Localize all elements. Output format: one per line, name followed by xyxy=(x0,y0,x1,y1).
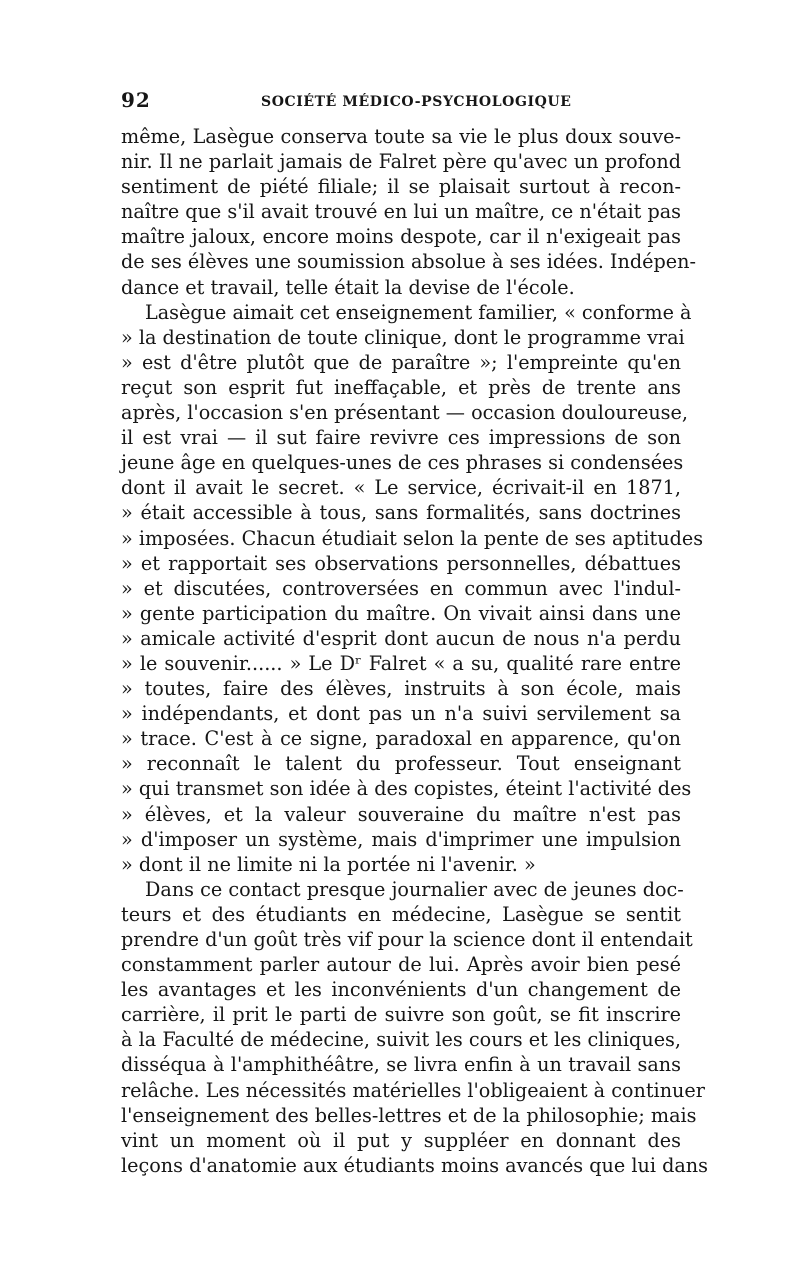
page-number: 92 xyxy=(121,88,151,112)
text-line: disséqua à l'amphithéâtre, se livra enfin à un travail sans xyxy=(121,1053,681,1077)
text-line: » et discutées, controversées en commun avec l'indul- xyxy=(121,576,681,600)
running-title: SOCIÉTÉ MÉDICO-PSYCHOLOGIQUE xyxy=(261,94,572,110)
text-line: dance et travail, telle était la devise de l'école. xyxy=(121,275,575,299)
running-header xyxy=(121,88,681,112)
text-line: nir. Il ne parlait jamais de Falret père qu'avec un profond xyxy=(121,150,681,174)
text-line: jeune âge en quelques-unes de ces phrases si condensées xyxy=(121,451,684,475)
text-line: maître jaloux, encore moins despote, car il n'exigeait pas xyxy=(121,225,681,249)
text-line: leçons d'anatomie aux étudiants moins avancés que lui dans xyxy=(121,1153,709,1177)
text-line: » imposées. Chacun étudiait selon la pente de ses aptitudes xyxy=(121,526,704,550)
text-line: » était accessible à tous, sans formalités, sans doctrines xyxy=(121,501,681,525)
text-line: constamment parler autour de lui. Après avoir bien pesé xyxy=(121,953,681,977)
body-text xyxy=(121,124,709,1178)
text-line: » trace. C'est à ce signe, paradoxal en apparence, qu'on xyxy=(121,727,681,751)
text-line: de ses élèves une soumission absolue à ses idées. Indépen- xyxy=(121,250,696,274)
text-line: naître que s'il avait trouvé en lui un maître, ce n'était pas xyxy=(121,200,682,224)
text-line: » et rapportait ses observations personnelles, débattues xyxy=(121,551,681,575)
book-page xyxy=(121,88,709,1178)
text-line: » toutes, faire des élèves, instruits à son école, mais xyxy=(121,677,681,701)
text-line: » amicale activité d'esprit dont aucun de nous n'a perdu xyxy=(121,626,681,650)
text-line: » indépendants, et dont pas un n'a suivi servilement sa xyxy=(121,702,681,726)
text-line: » gente participation du maître. On vivait ainsi dans une xyxy=(121,601,681,625)
text-line: prendre d'un goût très vif pour la science dont il entendait xyxy=(121,928,693,951)
text-line: carrière, il prit le parti de suivre son goût, se fit inscrire xyxy=(121,1003,681,1027)
text-line: à la Faculté de médecine, suivit les cours et les cliniques, xyxy=(121,1028,681,1052)
text-line: teurs et des étudiants en médecine, Lasègue se sentit xyxy=(121,902,681,926)
text-line: » est d'être plutôt que de paraître »; l'empreinte qu'en xyxy=(121,350,681,374)
text-line: vint un moment où il put y suppléer en donnant des xyxy=(121,1128,681,1152)
text-line: Lasègue aimait cet enseignement familier, « conforme à xyxy=(145,300,692,324)
text-line: Dans ce contact presque journalier avec de jeunes doc- xyxy=(145,877,684,901)
text-line: » dont il ne limite ni la portée ni l'avenir. » xyxy=(121,852,536,876)
text-line: » qui transmet son idée à des copistes, éteint l'activité des xyxy=(121,777,692,801)
text-line: relâche. Les nécessités matérielles l'obligeaient à continuer xyxy=(121,1078,705,1102)
text-line: » le souvenir...... » Le Dʳ Falret « a su, qualité rare entre xyxy=(121,651,681,675)
text-line: » la destination de toute clinique, dont le programme vrai xyxy=(121,325,685,349)
text-line: reçut son esprit fut ineffaçable, et près de trente ans xyxy=(121,375,681,399)
text-line: dont il avait le secret. « Le service, écrivait-il en 1871, xyxy=(121,476,681,500)
text-line: » d'imposer un système, mais d'imprimer une impulsion xyxy=(121,827,681,851)
text-line: » reconnaît le talent du professeur. Tout enseignant xyxy=(121,752,681,776)
text-line: il est vrai — il sut faire revivre ces impressions de son xyxy=(121,426,681,450)
text-line: même, Lasègue conserva toute sa vie le plus doux souve- xyxy=(121,125,681,148)
text-line: les avantages et les inconvénients d'un changement de xyxy=(121,978,681,1002)
text-line: après, l'occasion s'en présentant — occasion douloureuse, xyxy=(121,401,688,425)
text-line: » élèves, et la valeur souveraine du maître n'est pas xyxy=(121,802,681,826)
text-line: l'enseignement des belles-lettres et de la philosophie; mais xyxy=(121,1103,697,1127)
text-line: sentiment de piété filiale; il se plaisait surtout à recon- xyxy=(121,175,681,199)
